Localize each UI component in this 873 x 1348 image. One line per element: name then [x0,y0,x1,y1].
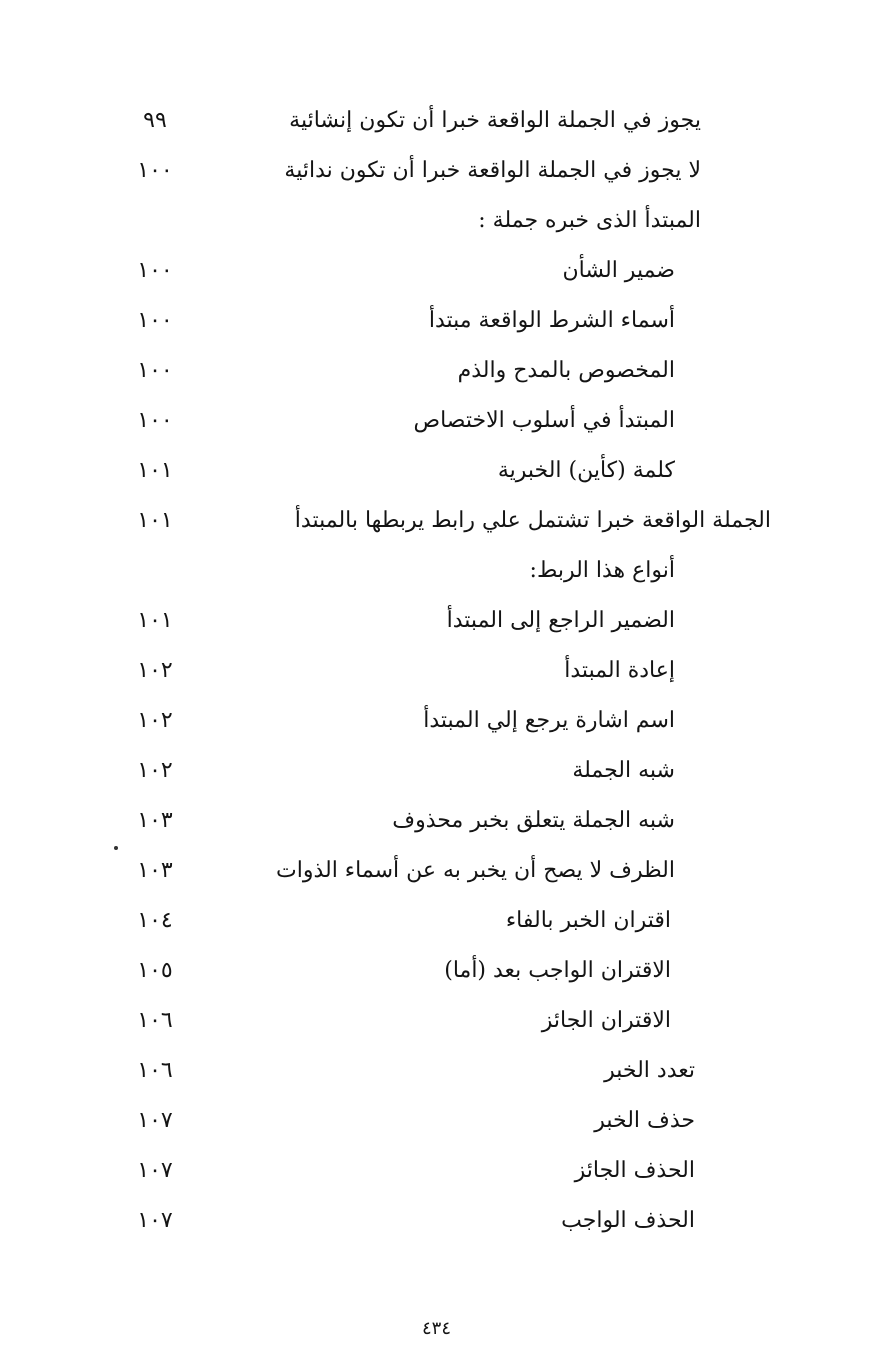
toc-entry-page: ١٠٠ [137,258,173,283]
toc-entry-page: ١٠٢ [137,758,173,783]
toc-section-heading [0,546,873,596]
toc-entry-title: المخصوص بالمدح والذم [457,358,675,383]
toc-entry-title: الاقتران الجائز [541,1008,671,1033]
toc-entry-page: ١٠٧ [137,1108,173,1133]
toc-entry-page: ١٠٢ [137,708,173,733]
toc-entry [0,946,873,996]
toc-entry-page: ١٠٦ [137,1008,173,1033]
toc-entry [0,296,873,346]
toc-entry [0,1196,873,1246]
toc-entry-page: ١٠٤ [137,908,173,933]
toc-entry [0,846,873,896]
toc-entry-title: شبه الجملة يتعلق بخبر محذوف [392,808,675,833]
toc-entry [0,496,873,546]
toc-entry-title: أسماء الشرط الواقعة مبتدأ [428,308,675,333]
toc-section-heading [0,196,873,246]
toc-entry-title: الحذف الجائز [574,1158,695,1183]
toc-entry-title: حذف الخبر [594,1108,695,1133]
toc-entry [0,346,873,396]
toc-entry-title: الضمير الراجع إلى المبتدأ [446,608,675,633]
toc-entry-title: الجملة الواقعة خبرا تشتمل علي رابط يربطها بالمبتدأ [294,508,771,533]
toc-heading-title: أنواع هذا الربط: [529,558,675,583]
toc-entry-page: ١٠٧ [137,1158,173,1183]
toc-entry [0,696,873,746]
toc-entry-title: اقتران الخبر بالفاء [505,908,671,933]
toc-entry-title: الاقتران الواجب بعد (أما) [444,958,671,983]
toc-entry-title: ضمير الشأن [562,258,675,283]
toc-entry [0,596,873,646]
toc-entry-page: ١٠٢ [137,658,173,683]
toc-entry-page: ١٠٠ [137,358,173,383]
toc-entry [0,896,873,946]
toc-entry-page: ١٠١ [137,608,173,633]
toc-entry-page: ٩٩ [143,108,167,133]
toc-entry-title: يجوز في الجملة الواقعة خبرا أن تكون إنشائية [289,108,701,133]
toc-heading-title: المبتدأ الذى خبره جملة : [478,208,701,233]
toc-entry [0,796,873,846]
toc-entry [0,146,873,196]
toc-entry-title: تعدد الخبر [604,1058,695,1083]
page-number: ٤٣٤ [421,1318,451,1339]
toc-entry-title: كلمة (كأين) الخبرية [497,458,675,483]
toc-entry-page: ١٠٠ [137,308,173,333]
toc-entry-title: إعادة المبتدأ [564,658,675,683]
toc-entry-page: ١٠٠ [137,158,173,183]
toc-entry-page: ١٠٣ [137,808,173,833]
toc-entry-page: ١٠٠ [137,408,173,433]
toc-entry-title: لا يجوز في الجملة الواقعة خبرا أن تكون ندائية [284,158,701,183]
toc-entry [0,396,873,446]
toc-entry-page: ١٠٦ [137,1058,173,1083]
toc-entry-page: ١٠٣ [137,858,173,883]
toc-entry-title: الظرف لا يصح أن يخبر به عن أسماء الذوات [276,858,675,883]
toc-entry [0,646,873,696]
toc-entry-title: اسم اشارة يرجع إلي المبتدأ [423,708,675,733]
toc-entry [0,446,873,496]
ink-speck [114,846,118,850]
toc-entry [0,1146,873,1196]
toc-entry-title: المبتدأ في أسلوب الاختصاص [413,408,675,433]
toc-entry [0,246,873,296]
toc-entry [0,1046,873,1096]
table-of-contents [0,96,873,1246]
toc-entry [0,96,873,146]
toc-entry-title: الحذف الواجب [561,1208,695,1233]
toc-entry-page: ١٠١ [137,458,173,483]
toc-entry [0,996,873,1046]
toc-entry-page: ١٠١ [137,508,173,533]
toc-entry-title: شبه الجملة [572,758,675,783]
toc-entry-page: ١٠٥ [137,958,173,983]
toc-entry-page: ١٠٧ [137,1208,173,1233]
toc-entry [0,1096,873,1146]
toc-entry [0,746,873,796]
